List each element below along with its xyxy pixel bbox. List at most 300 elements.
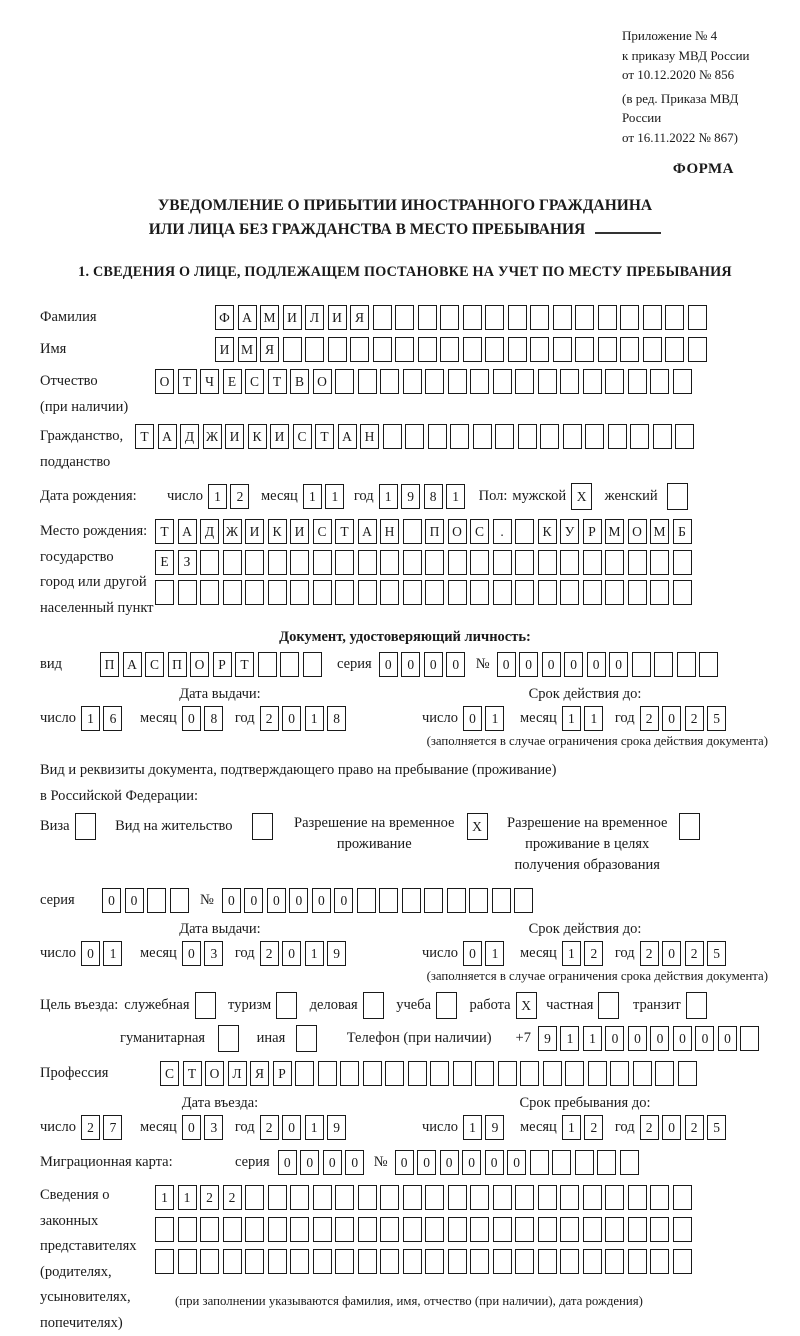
- char-cell[interactable]: 0: [300, 1150, 319, 1175]
- char-cell[interactable]: [75, 813, 96, 840]
- char-cell[interactable]: [508, 305, 527, 330]
- char-cell[interactable]: [515, 519, 534, 544]
- char-cell[interactable]: 0: [609, 652, 628, 677]
- char-cell[interactable]: [492, 888, 511, 913]
- char-cell[interactable]: [485, 305, 504, 330]
- char-cell[interactable]: [223, 550, 242, 575]
- char-cell[interactable]: [402, 888, 421, 913]
- char-cell[interactable]: С: [470, 519, 489, 544]
- char-cell[interactable]: О: [155, 369, 174, 394]
- char-cell[interactable]: 0: [102, 888, 121, 913]
- char-cell[interactable]: [530, 337, 549, 362]
- char-cell[interactable]: Ф: [215, 305, 234, 330]
- char-cell[interactable]: [650, 369, 669, 394]
- char-cell[interactable]: [515, 369, 534, 394]
- char-cell[interactable]: [643, 305, 662, 330]
- residence-number-input[interactable]: [222, 888, 537, 913]
- char-cell[interactable]: [688, 305, 707, 330]
- char-cell[interactable]: Т: [268, 369, 287, 394]
- char-cell[interactable]: [295, 1061, 314, 1086]
- char-cell[interactable]: [463, 305, 482, 330]
- char-cell[interactable]: [313, 1249, 332, 1274]
- entry-year-input[interactable]: [260, 1115, 350, 1140]
- char-cell[interactable]: [515, 550, 534, 575]
- char-cell[interactable]: [605, 1249, 624, 1274]
- char-cell[interactable]: [358, 369, 377, 394]
- char-cell[interactable]: [650, 550, 669, 575]
- temp-permit-checkbox[interactable]: [467, 813, 492, 840]
- char-cell[interactable]: Н: [360, 424, 379, 449]
- char-cell[interactable]: [380, 550, 399, 575]
- char-cell[interactable]: [448, 550, 467, 575]
- char-cell[interactable]: [448, 1217, 467, 1242]
- char-cell[interactable]: И: [215, 337, 234, 362]
- char-cell[interactable]: 2: [260, 706, 279, 731]
- char-cell[interactable]: [268, 550, 287, 575]
- char-cell[interactable]: [200, 580, 219, 605]
- char-cell[interactable]: 0: [289, 888, 308, 913]
- char-cell[interactable]: X: [571, 483, 592, 510]
- char-cell[interactable]: [628, 1249, 647, 1274]
- char-cell[interactable]: [493, 1185, 512, 1210]
- char-cell[interactable]: [583, 1185, 602, 1210]
- char-cell[interactable]: X: [516, 992, 537, 1019]
- char-cell[interactable]: 0: [323, 1150, 342, 1175]
- representatives-row3-input[interactable]: [155, 1249, 695, 1274]
- char-cell[interactable]: С: [313, 519, 332, 544]
- char-cell[interactable]: 1: [178, 1185, 197, 1210]
- char-cell[interactable]: [178, 580, 197, 605]
- char-cell[interactable]: О: [205, 1061, 224, 1086]
- char-cell[interactable]: [628, 369, 647, 394]
- char-cell[interactable]: И: [225, 424, 244, 449]
- char-cell[interactable]: С: [245, 369, 264, 394]
- char-cell[interactable]: [425, 1185, 444, 1210]
- char-cell[interactable]: [560, 580, 579, 605]
- char-cell[interactable]: 0: [278, 1150, 297, 1175]
- stay-day-input[interactable]: [463, 1115, 508, 1140]
- char-cell[interactable]: 1: [583, 1026, 602, 1051]
- char-cell[interactable]: [380, 580, 399, 605]
- char-cell[interactable]: Ч: [200, 369, 219, 394]
- char-cell[interactable]: [380, 1217, 399, 1242]
- char-cell[interactable]: [515, 1185, 534, 1210]
- char-cell[interactable]: [245, 1217, 264, 1242]
- char-cell[interactable]: [383, 424, 402, 449]
- char-cell[interactable]: 5: [707, 1115, 726, 1140]
- char-cell[interactable]: Я: [260, 337, 279, 362]
- char-cell[interactable]: [653, 424, 672, 449]
- char-cell[interactable]: [686, 992, 707, 1019]
- char-cell[interactable]: 0: [650, 1026, 669, 1051]
- char-cell[interactable]: [335, 550, 354, 575]
- char-cell[interactable]: Р: [583, 519, 602, 544]
- char-cell[interactable]: [538, 1217, 557, 1242]
- char-cell[interactable]: [290, 1185, 309, 1210]
- char-cell[interactable]: [673, 1249, 692, 1274]
- char-cell[interactable]: [403, 1217, 422, 1242]
- issue-month-input[interactable]: [182, 706, 227, 731]
- char-cell[interactable]: [380, 1249, 399, 1274]
- stay-month-input[interactable]: [562, 1115, 607, 1140]
- char-cell[interactable]: [679, 813, 700, 840]
- char-cell[interactable]: [296, 1025, 317, 1052]
- char-cell[interactable]: [673, 580, 692, 605]
- char-cell[interactable]: [403, 1249, 422, 1274]
- char-cell[interactable]: С: [145, 652, 164, 677]
- char-cell[interactable]: 1: [562, 706, 581, 731]
- char-cell[interactable]: [453, 1061, 472, 1086]
- char-cell[interactable]: [380, 369, 399, 394]
- char-cell[interactable]: П: [100, 652, 119, 677]
- char-cell[interactable]: [665, 305, 684, 330]
- char-cell[interactable]: 2: [81, 1115, 100, 1140]
- char-cell[interactable]: [673, 550, 692, 575]
- char-cell[interactable]: Т: [183, 1061, 202, 1086]
- char-cell[interactable]: 2: [260, 941, 279, 966]
- char-cell[interactable]: Ж: [203, 424, 222, 449]
- char-cell[interactable]: [340, 1061, 359, 1086]
- char-cell[interactable]: В: [290, 369, 309, 394]
- char-cell[interactable]: 2: [685, 1115, 704, 1140]
- char-cell[interactable]: 7: [103, 1115, 122, 1140]
- doc-series-input[interactable]: [379, 652, 469, 677]
- char-cell[interactable]: О: [190, 652, 209, 677]
- char-cell[interactable]: [650, 580, 669, 605]
- char-cell[interactable]: 1: [446, 484, 465, 509]
- char-cell[interactable]: 0: [507, 1150, 526, 1175]
- char-cell[interactable]: [357, 888, 376, 913]
- char-cell[interactable]: 1: [208, 484, 227, 509]
- char-cell[interactable]: [463, 337, 482, 362]
- char-cell[interactable]: [447, 888, 466, 913]
- stay-year-input[interactable]: [640, 1115, 730, 1140]
- citizenship-input[interactable]: [135, 424, 698, 449]
- char-cell[interactable]: 0: [267, 888, 286, 913]
- char-cell[interactable]: [565, 1061, 584, 1086]
- char-cell[interactable]: 1: [562, 941, 581, 966]
- char-cell[interactable]: Т: [315, 424, 334, 449]
- char-cell[interactable]: [667, 483, 688, 510]
- char-cell[interactable]: [515, 1217, 534, 1242]
- char-cell[interactable]: [598, 337, 617, 362]
- char-cell[interactable]: У: [560, 519, 579, 544]
- doc-kind-input[interactable]: [100, 652, 325, 677]
- char-cell[interactable]: О: [313, 369, 332, 394]
- char-cell[interactable]: [493, 580, 512, 605]
- char-cell[interactable]: А: [338, 424, 357, 449]
- char-cell[interactable]: К: [248, 424, 267, 449]
- char-cell[interactable]: [313, 550, 332, 575]
- char-cell[interactable]: Е: [155, 550, 174, 575]
- char-cell[interactable]: 1: [155, 1185, 174, 1210]
- char-cell[interactable]: 1: [305, 1115, 324, 1140]
- char-cell[interactable]: [290, 550, 309, 575]
- title-blank-underline[interactable]: [595, 220, 661, 234]
- char-cell[interactable]: [560, 550, 579, 575]
- char-cell[interactable]: [290, 1217, 309, 1242]
- char-cell[interactable]: [373, 305, 392, 330]
- char-cell[interactable]: 2: [584, 941, 603, 966]
- char-cell[interactable]: [335, 1217, 354, 1242]
- char-cell[interactable]: А: [358, 519, 377, 544]
- char-cell[interactable]: 0: [182, 706, 201, 731]
- char-cell[interactable]: 0: [345, 1150, 364, 1175]
- char-cell[interactable]: [470, 1249, 489, 1274]
- char-cell[interactable]: [632, 652, 651, 677]
- char-cell[interactable]: [493, 550, 512, 575]
- char-cell[interactable]: 0: [401, 652, 420, 677]
- char-cell[interactable]: Я: [250, 1061, 269, 1086]
- char-cell[interactable]: 2: [584, 1115, 603, 1140]
- char-cell[interactable]: 2: [685, 706, 704, 731]
- char-cell[interactable]: [403, 369, 422, 394]
- char-cell[interactable]: [218, 1025, 239, 1052]
- char-cell[interactable]: [740, 1026, 759, 1051]
- char-cell[interactable]: Д: [180, 424, 199, 449]
- char-cell[interactable]: [628, 580, 647, 605]
- char-cell[interactable]: [605, 1185, 624, 1210]
- char-cell[interactable]: [403, 550, 422, 575]
- char-cell[interactable]: [650, 1217, 669, 1242]
- char-cell[interactable]: [560, 1217, 579, 1242]
- char-cell[interactable]: [673, 1217, 692, 1242]
- char-cell[interactable]: [610, 1061, 629, 1086]
- char-cell[interactable]: [650, 1185, 669, 1210]
- char-cell[interactable]: [418, 305, 437, 330]
- char-cell[interactable]: 9: [327, 1115, 346, 1140]
- char-cell[interactable]: И: [328, 305, 347, 330]
- char-cell[interactable]: 1: [305, 941, 324, 966]
- char-cell[interactable]: [518, 424, 537, 449]
- purpose-humanitarian-checkbox[interactable]: [218, 1025, 243, 1052]
- char-cell[interactable]: 0: [662, 941, 681, 966]
- char-cell[interactable]: 2: [223, 1185, 242, 1210]
- char-cell[interactable]: 1: [485, 941, 504, 966]
- char-cell[interactable]: Н: [380, 519, 399, 544]
- purpose-study-checkbox[interactable]: [436, 992, 461, 1019]
- char-cell[interactable]: Р: [273, 1061, 292, 1086]
- char-cell[interactable]: 0: [282, 706, 301, 731]
- char-cell[interactable]: [380, 1185, 399, 1210]
- char-cell[interactable]: [665, 337, 684, 362]
- char-cell[interactable]: Б: [673, 519, 692, 544]
- char-cell[interactable]: [630, 424, 649, 449]
- char-cell[interactable]: А: [238, 305, 257, 330]
- char-cell[interactable]: 5: [707, 941, 726, 966]
- char-cell[interactable]: [493, 1217, 512, 1242]
- char-cell[interactable]: [178, 1249, 197, 1274]
- representatives-row1-input[interactable]: [155, 1185, 695, 1210]
- char-cell[interactable]: [677, 652, 696, 677]
- char-cell[interactable]: 9: [485, 1115, 504, 1140]
- char-cell[interactable]: [583, 550, 602, 575]
- char-cell[interactable]: З: [178, 550, 197, 575]
- char-cell[interactable]: 1: [325, 484, 344, 509]
- purpose-commercial-checkbox[interactable]: [363, 992, 388, 1019]
- char-cell[interactable]: X: [467, 813, 488, 840]
- char-cell[interactable]: [147, 888, 166, 913]
- char-cell[interactable]: 3: [204, 1115, 223, 1140]
- char-cell[interactable]: 9: [538, 1026, 557, 1051]
- char-cell[interactable]: [245, 1185, 264, 1210]
- char-cell[interactable]: [395, 305, 414, 330]
- char-cell[interactable]: 0: [222, 888, 241, 913]
- char-cell[interactable]: [470, 550, 489, 575]
- char-cell[interactable]: [408, 1061, 427, 1086]
- char-cell[interactable]: [424, 888, 443, 913]
- residence-expiry-month-input[interactable]: [562, 941, 607, 966]
- entry-day-input[interactable]: [81, 1115, 126, 1140]
- birth-month-input[interactable]: [303, 484, 348, 509]
- char-cell[interactable]: [553, 305, 572, 330]
- char-cell[interactable]: [440, 305, 459, 330]
- char-cell[interactable]: [628, 1217, 647, 1242]
- char-cell[interactable]: [418, 337, 437, 362]
- char-cell[interactable]: 5: [707, 706, 726, 731]
- char-cell[interactable]: [675, 424, 694, 449]
- char-cell[interactable]: [673, 1185, 692, 1210]
- char-cell[interactable]: [223, 1249, 242, 1274]
- char-cell[interactable]: [514, 888, 533, 913]
- char-cell[interactable]: [405, 424, 424, 449]
- char-cell[interactable]: [448, 369, 467, 394]
- char-cell[interactable]: И: [245, 519, 264, 544]
- char-cell[interactable]: [598, 305, 617, 330]
- char-cell[interactable]: [655, 1061, 674, 1086]
- char-cell[interactable]: 0: [628, 1026, 647, 1051]
- char-cell[interactable]: [538, 1249, 557, 1274]
- char-cell[interactable]: 1: [379, 484, 398, 509]
- residence-issue-day-input[interactable]: [81, 941, 126, 966]
- char-cell[interactable]: [473, 424, 492, 449]
- char-cell[interactable]: 8: [327, 706, 346, 731]
- char-cell[interactable]: М: [238, 337, 257, 362]
- edu-permit-checkbox[interactable]: [679, 813, 704, 840]
- char-cell[interactable]: [268, 580, 287, 605]
- char-cell[interactable]: [200, 550, 219, 575]
- char-cell[interactable]: [498, 1061, 517, 1086]
- char-cell[interactable]: 3: [204, 941, 223, 966]
- char-cell[interactable]: [448, 580, 467, 605]
- char-cell[interactable]: [470, 369, 489, 394]
- char-cell[interactable]: [560, 369, 579, 394]
- char-cell[interactable]: [318, 1061, 337, 1086]
- char-cell[interactable]: [538, 580, 557, 605]
- char-cell[interactable]: 0: [282, 1115, 301, 1140]
- char-cell[interactable]: [605, 550, 624, 575]
- char-cell[interactable]: 0: [182, 1115, 201, 1140]
- char-cell[interactable]: [448, 1185, 467, 1210]
- doc-number-input[interactable]: [497, 652, 722, 677]
- char-cell[interactable]: [563, 424, 582, 449]
- char-cell[interactable]: 0: [424, 652, 443, 677]
- char-cell[interactable]: [583, 369, 602, 394]
- char-cell[interactable]: [223, 580, 242, 605]
- char-cell[interactable]: 0: [446, 652, 465, 677]
- char-cell[interactable]: [200, 1249, 219, 1274]
- char-cell[interactable]: [363, 1061, 382, 1086]
- char-cell[interactable]: [428, 424, 447, 449]
- char-cell[interactable]: [469, 888, 488, 913]
- residence-expiry-year-input[interactable]: [640, 941, 730, 966]
- char-cell[interactable]: 0: [334, 888, 353, 913]
- char-cell[interactable]: [650, 1249, 669, 1274]
- char-cell[interactable]: 0: [244, 888, 263, 913]
- char-cell[interactable]: [268, 1185, 287, 1210]
- char-cell[interactable]: [588, 1061, 607, 1086]
- char-cell[interactable]: Р: [213, 652, 232, 677]
- birthplace-row2-input[interactable]: [155, 550, 695, 575]
- birth-day-input[interactable]: [208, 484, 253, 509]
- char-cell[interactable]: М: [605, 519, 624, 544]
- char-cell[interactable]: [688, 337, 707, 362]
- char-cell[interactable]: 2: [685, 941, 704, 966]
- char-cell[interactable]: 8: [204, 706, 223, 731]
- char-cell[interactable]: [350, 337, 369, 362]
- char-cell[interactable]: 0: [125, 888, 144, 913]
- char-cell[interactable]: А: [178, 519, 197, 544]
- char-cell[interactable]: Т: [135, 424, 154, 449]
- char-cell[interactable]: [628, 1185, 647, 1210]
- char-cell[interactable]: 0: [519, 652, 538, 677]
- char-cell[interactable]: [155, 1249, 174, 1274]
- char-cell[interactable]: [258, 652, 277, 677]
- char-cell[interactable]: 0: [695, 1026, 714, 1051]
- char-cell[interactable]: 0: [282, 941, 301, 966]
- char-cell[interactable]: 1: [303, 484, 322, 509]
- char-cell[interactable]: Я: [350, 305, 369, 330]
- char-cell[interactable]: [493, 1249, 512, 1274]
- char-cell[interactable]: 9: [401, 484, 420, 509]
- char-cell[interactable]: [313, 580, 332, 605]
- char-cell[interactable]: [170, 888, 189, 913]
- residence-permit-checkbox[interactable]: [252, 813, 277, 840]
- char-cell[interactable]: [475, 1061, 494, 1086]
- char-cell[interactable]: И: [283, 305, 302, 330]
- char-cell[interactable]: И: [270, 424, 289, 449]
- char-cell[interactable]: [335, 369, 354, 394]
- char-cell[interactable]: [245, 550, 264, 575]
- char-cell[interactable]: [538, 550, 557, 575]
- purpose-tourism-checkbox[interactable]: [276, 992, 301, 1019]
- char-cell[interactable]: 0: [463, 706, 482, 731]
- residence-issue-month-input[interactable]: [182, 941, 227, 966]
- char-cell[interactable]: .: [493, 519, 512, 544]
- entry-month-input[interactable]: [182, 1115, 227, 1140]
- char-cell[interactable]: М: [260, 305, 279, 330]
- char-cell[interactable]: [268, 1217, 287, 1242]
- issue-day-input[interactable]: [81, 706, 126, 731]
- char-cell[interactable]: [268, 1249, 287, 1274]
- char-cell[interactable]: О: [628, 519, 647, 544]
- char-cell[interactable]: [538, 1185, 557, 1210]
- char-cell[interactable]: [495, 424, 514, 449]
- char-cell[interactable]: [508, 337, 527, 362]
- char-cell[interactable]: 0: [718, 1026, 737, 1051]
- profession-input[interactable]: [160, 1061, 700, 1086]
- char-cell[interactable]: [598, 992, 619, 1019]
- char-cell[interactable]: С: [293, 424, 312, 449]
- char-cell[interactable]: 0: [462, 1150, 481, 1175]
- char-cell[interactable]: [358, 550, 377, 575]
- char-cell[interactable]: 0: [182, 941, 201, 966]
- purpose-other-checkbox[interactable]: [296, 1025, 321, 1052]
- char-cell[interactable]: 0: [379, 652, 398, 677]
- char-cell[interactable]: 2: [230, 484, 249, 509]
- char-cell[interactable]: 0: [417, 1150, 436, 1175]
- gender-female-checkbox[interactable]: [667, 483, 692, 510]
